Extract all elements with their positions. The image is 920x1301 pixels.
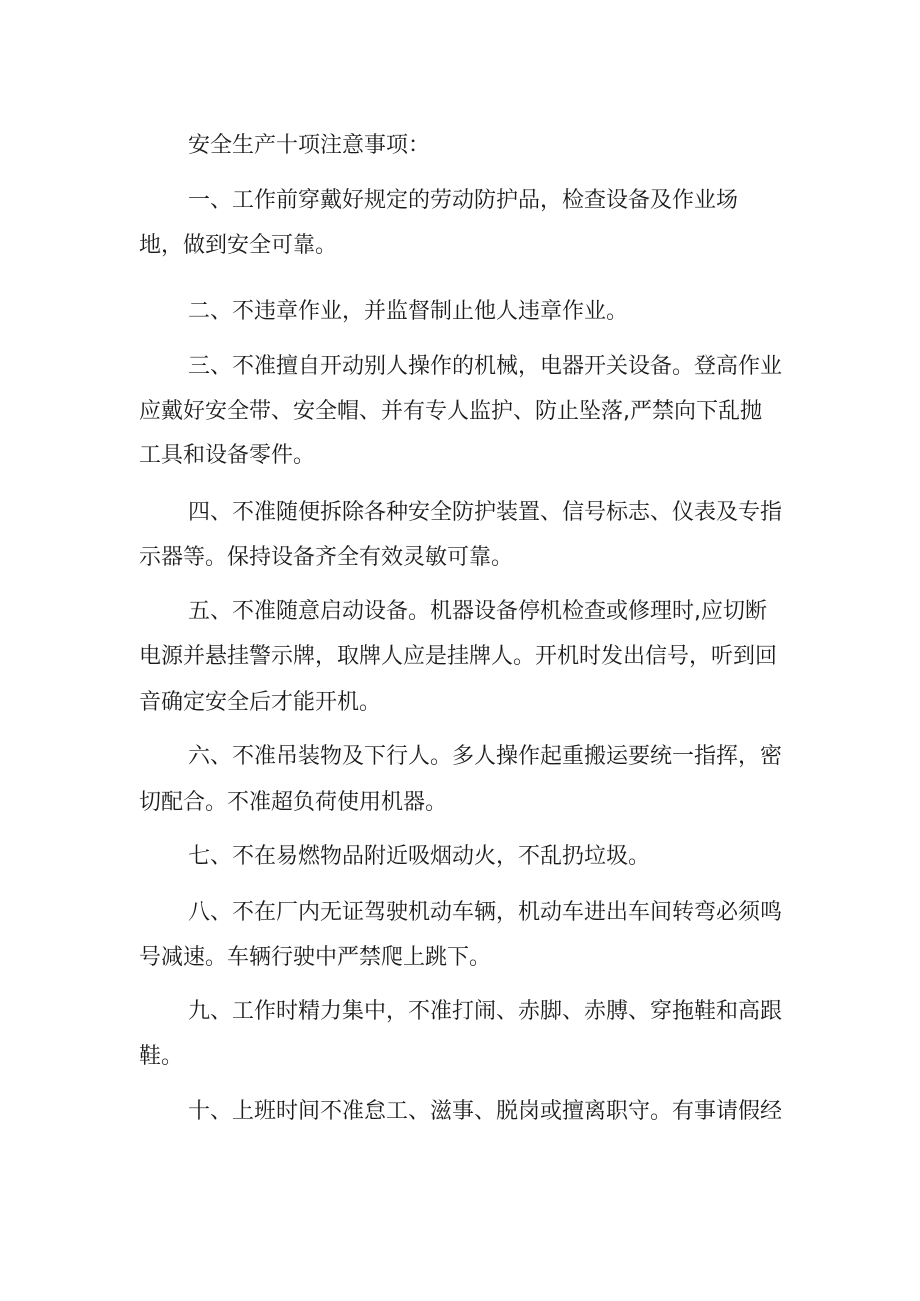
item-4-line-1: 四、不准随便拆除各种安全防护装置、信号标志、仪表及专指 bbox=[188, 500, 783, 525]
item-6-line-1: 六、不准吊装物及下行人。多人操作起重搬运要统一指挥，密 bbox=[188, 744, 783, 769]
item-3-line-2: 应戴好安全带、安全帽、并有专人监护、防止坠落,严禁向下乱抛 bbox=[139, 399, 762, 424]
document-heading: 安全生产十项注意事项： bbox=[188, 133, 431, 158]
item-10-line-1: 十、上班时间不准怠工、滋事、脱岗或擅离职守。有事请假经 bbox=[188, 1099, 783, 1124]
item-8-line-2: 号减速。车辆行驶中严禁爬上跳下。 bbox=[139, 945, 492, 970]
item-9-line-1: 九、工作时精力集中，不准打闹、赤脚、赤膊、穿拖鞋和高跟 bbox=[188, 999, 783, 1024]
item-9-line-2: 鞋。 bbox=[139, 1044, 184, 1069]
item-8-line-1: 八、不在厂内无证驾驶机动车辆，机动车进出车间转弯必须鸣 bbox=[188, 900, 783, 925]
item-2-line-1: 二、不违章作业，并监督制止他人违章作业。 bbox=[188, 299, 629, 324]
item-5-line-3: 音确定安全后才能开机。 bbox=[139, 690, 382, 715]
item-6-line-2: 切配合。不准超负荷使用机器。 bbox=[139, 790, 448, 815]
item-4-line-2: 示器等。保持设备齐全有效灵敏可靠。 bbox=[139, 545, 514, 570]
item-1-line-1: 一、工作前穿戴好规定的劳动防护品，检查设备及作业场 bbox=[188, 188, 739, 213]
item-3-line-3: 工具和设备零件。 bbox=[139, 443, 316, 468]
item-3-line-1: 三、不准擅自开动别人操作的机械，电器开关设备。登高作业 bbox=[188, 354, 783, 379]
item-5-line-1: 五、不准随意启动设备。机器设备停机检查或修理时,应切断 bbox=[188, 599, 767, 624]
item-5-line-2: 电源并悬挂警示牌，取牌人应是挂牌人。开机时发出信号，听到回 bbox=[139, 644, 778, 669]
item-1-line-2: 地，做到安全可靠。 bbox=[139, 233, 338, 258]
item-7-line-1: 七、不在易燃物品附近吸烟动火，不乱扔垃圾。 bbox=[188, 844, 651, 869]
